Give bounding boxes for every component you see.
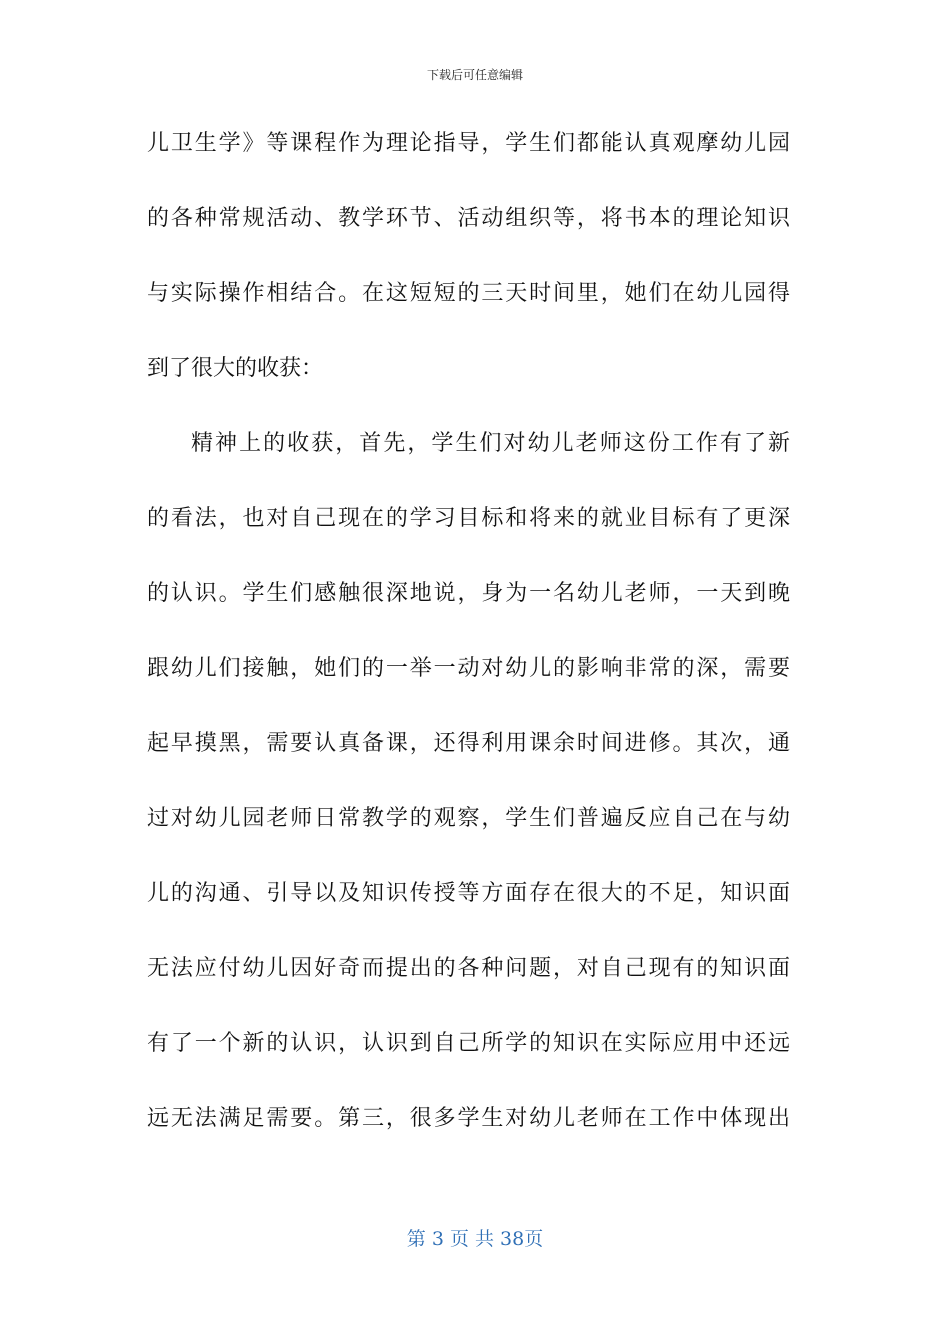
text-line: 儿卫生学》等课程作为理论指导，学生们都能认真观摩幼儿园: [147, 131, 790, 156]
text-line: 的各种常规活动、教学环节、活动组织等，将书本的理论知识: [147, 206, 790, 231]
text-line: 过对幼儿园老师日常教学的观察，学生们普遍反应自己在与幼: [147, 806, 790, 831]
text-line: 的认识。学生们感触很深地说，身为一名幼儿老师，一天到晚: [147, 581, 790, 606]
page-header: 下载后可任意编辑: [426, 68, 523, 82]
text-line: 远无法满足需要。第三，很多学生对幼儿老师在工作中体现出: [147, 1106, 790, 1131]
text-line: 的看法，也对自己现在的学习目标和将来的就业目标有了更深: [147, 506, 790, 531]
text-line: 到了很大的收获：: [147, 356, 324, 381]
text-line: 有了一个新的认识，认识到自己所学的知识在实际应用中还远: [147, 1031, 790, 1056]
text-line: 起早摸黑，需要认真备课，还得利用课余时间进修。其次，通: [147, 731, 790, 756]
text-line: 跟幼儿们接触，她们的一举一动对幼儿的影响非常的深，需要: [147, 656, 790, 681]
text-line: 与实际操作相结合。在这短短的三天时间里，她们在幼儿园得: [147, 281, 790, 306]
page-footer: 第 3 页 共 38页: [406, 1228, 544, 1250]
text-line: 儿的沟通、引导以及知识传授等方面存在很大的不足，知识面: [147, 881, 790, 906]
text-line: 精神上的收获，首先，学生们对幼儿老师这份工作有了新: [191, 431, 790, 456]
text-line: 无法应付幼儿因好奇而提出的各种问题，对自己现有的知识面: [147, 956, 790, 981]
body-text: [147, 118, 790, 1168]
